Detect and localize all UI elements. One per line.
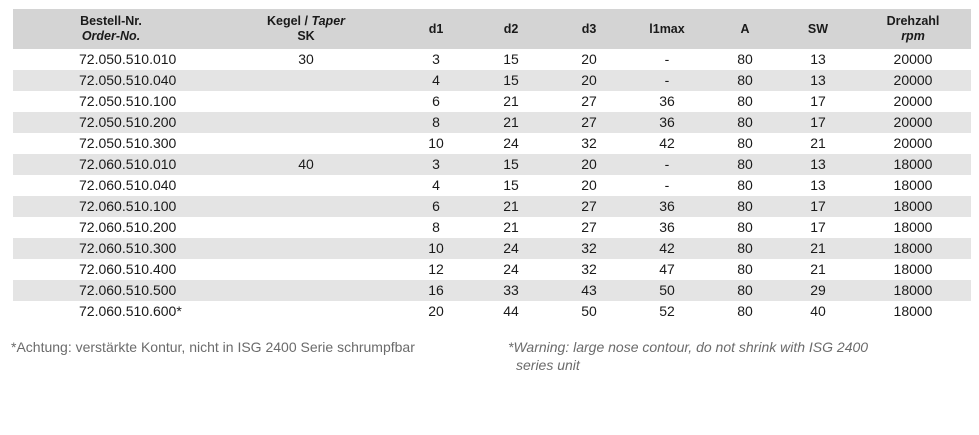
cell-order-no: 72.060.510.100	[13, 196, 209, 217]
cell-d2: 15	[469, 175, 553, 196]
cell-sw: 21	[781, 259, 855, 280]
cell-sw: 40	[781, 301, 855, 322]
cell-l1max: -	[625, 49, 709, 70]
cell-taper	[209, 238, 403, 259]
cell-d2: 21	[469, 91, 553, 112]
cell-sw: 17	[781, 196, 855, 217]
header-speed-de: Drehzahl	[886, 14, 940, 28]
cell-l1max: -	[625, 70, 709, 91]
header-sw: SW	[781, 9, 855, 49]
cell-d1: 3	[403, 49, 469, 70]
table-row	[13, 238, 971, 259]
cell-d1: 3	[403, 154, 469, 175]
cell-order-no: 72.060.510.010	[13, 154, 209, 175]
header-taper-de: Kegel /	[266, 14, 312, 28]
table-row	[13, 154, 971, 175]
cell-a: 80	[709, 154, 781, 175]
cell-order-no: 72.060.510.200	[13, 217, 209, 238]
cell-d1: 8	[403, 112, 469, 133]
cell-d3: 20	[553, 154, 625, 175]
cell-l1max: 50	[625, 280, 709, 301]
table-row	[13, 49, 971, 70]
header-order-de: Bestell-Nr.	[80, 14, 142, 28]
cell-speed: 20000	[855, 112, 971, 133]
cell-d1: 10	[403, 238, 469, 259]
cell-a: 80	[709, 259, 781, 280]
footnote-english	[508, 338, 948, 374]
cell-l1max: -	[625, 175, 709, 196]
cell-speed: 18000	[855, 259, 971, 280]
cell-speed: 18000	[855, 280, 971, 301]
cell-taper	[209, 280, 403, 301]
cell-d3: 32	[553, 133, 625, 154]
cell-taper	[209, 196, 403, 217]
cell-sw: 29	[781, 280, 855, 301]
cell-taper	[209, 217, 403, 238]
cell-d2: 24	[469, 259, 553, 280]
cell-d1: 16	[403, 280, 469, 301]
table-row	[13, 280, 971, 301]
cell-taper	[209, 133, 403, 154]
cell-speed: 18000	[855, 301, 971, 322]
cell-d2: 21	[469, 196, 553, 217]
cell-l1max: 52	[625, 301, 709, 322]
cell-taper	[209, 301, 403, 322]
cell-sw: 13	[781, 49, 855, 70]
cell-sw: 13	[781, 154, 855, 175]
cell-d2: 15	[469, 49, 553, 70]
cell-taper: 40	[209, 154, 403, 175]
cell-d2: 15	[469, 70, 553, 91]
cell-sw: 17	[781, 91, 855, 112]
table-row	[13, 217, 971, 238]
table-row	[13, 196, 971, 217]
cell-d1: 20	[403, 301, 469, 322]
cell-speed: 20000	[855, 70, 971, 91]
cell-order-no: 72.050.510.100	[13, 91, 209, 112]
cell-order-no: 72.060.510.600*	[13, 301, 209, 322]
cell-order-no: 72.050.510.040	[13, 70, 209, 91]
cell-sw: 21	[781, 238, 855, 259]
cell-speed: 18000	[855, 175, 971, 196]
footnote-german: *Achtung: verstärkte Kontur, nicht in ISG 2400 Serie schrumpfbar	[11, 339, 415, 355]
cell-d1: 6	[403, 91, 469, 112]
header-order-no	[13, 9, 209, 49]
cell-a: 80	[709, 49, 781, 70]
cell-d3: 32	[553, 259, 625, 280]
cell-a: 80	[709, 70, 781, 91]
header-speed	[855, 9, 971, 49]
header-d3: d3	[553, 9, 625, 49]
table-row	[13, 175, 971, 196]
cell-d3: 27	[553, 91, 625, 112]
table-row	[13, 91, 971, 112]
cell-d2: 44	[469, 301, 553, 322]
cell-d3: 50	[553, 301, 625, 322]
cell-speed: 20000	[855, 133, 971, 154]
header-a: A	[709, 9, 781, 49]
cell-sw: 17	[781, 217, 855, 238]
cell-l1max: -	[625, 154, 709, 175]
cell-sw: 17	[781, 112, 855, 133]
cell-a: 80	[709, 112, 781, 133]
footnote-english-line1: *Warning: large nose contour, do not shrink with ISG 2400	[508, 339, 869, 355]
cell-d3: 32	[553, 238, 625, 259]
cell-a: 80	[709, 280, 781, 301]
cell-order-no: 72.050.510.300	[13, 133, 209, 154]
cell-taper	[209, 112, 403, 133]
cell-order-no: 72.060.510.300	[13, 238, 209, 259]
cell-sw: 13	[781, 175, 855, 196]
cell-speed: 20000	[855, 91, 971, 112]
cell-a: 80	[709, 175, 781, 196]
cell-speed: 18000	[855, 238, 971, 259]
cell-d2: 24	[469, 133, 553, 154]
footnote-english-line2: series unit	[516, 357, 580, 373]
cell-l1max: 36	[625, 217, 709, 238]
cell-d3: 27	[553, 112, 625, 133]
header-speed-en: rpm	[901, 29, 925, 43]
header-taper-en: Taper	[311, 14, 346, 28]
cell-taper	[209, 259, 403, 280]
cell-l1max: 42	[625, 133, 709, 154]
cell-d3: 20	[553, 175, 625, 196]
table-row	[13, 112, 971, 133]
cell-order-no: 72.060.510.500	[13, 280, 209, 301]
cell-order-no: 72.050.510.010	[13, 49, 209, 70]
cell-order-no: 72.050.510.200	[13, 112, 209, 133]
cell-speed: 18000	[855, 154, 971, 175]
cell-order-no: 72.060.510.400	[13, 259, 209, 280]
cell-a: 80	[709, 217, 781, 238]
cell-speed: 18000	[855, 196, 971, 217]
table-body	[13, 49, 971, 322]
cell-order-no: 72.060.510.040	[13, 175, 209, 196]
header-d1: d1	[403, 9, 469, 49]
cell-d3: 20	[553, 49, 625, 70]
cell-l1max: 36	[625, 196, 709, 217]
cell-d3: 27	[553, 196, 625, 217]
cell-d3: 43	[553, 280, 625, 301]
cell-d3: 20	[553, 70, 625, 91]
cell-d2: 21	[469, 217, 553, 238]
cell-taper: 30	[209, 49, 403, 70]
table-row	[13, 301, 971, 322]
cell-d3: 27	[553, 217, 625, 238]
cell-d1: 6	[403, 196, 469, 217]
table-row	[13, 133, 971, 154]
cell-l1max: 47	[625, 259, 709, 280]
header-taper-sk: SK	[297, 29, 315, 43]
header-l1max: l1max	[625, 9, 709, 49]
cell-speed: 18000	[855, 217, 971, 238]
cell-a: 80	[709, 133, 781, 154]
cell-a: 80	[709, 301, 781, 322]
cell-d2: 15	[469, 154, 553, 175]
header-order-en: Order-No.	[81, 29, 141, 43]
cell-sw: 13	[781, 70, 855, 91]
cell-a: 80	[709, 196, 781, 217]
cell-l1max: 42	[625, 238, 709, 259]
table-row	[13, 70, 971, 91]
cell-taper	[209, 91, 403, 112]
cell-a: 80	[709, 238, 781, 259]
cell-d1: 12	[403, 259, 469, 280]
cell-speed: 20000	[855, 49, 971, 70]
cell-a: 80	[709, 91, 781, 112]
cell-d2: 33	[469, 280, 553, 301]
header-taper	[209, 9, 403, 49]
cell-d1: 8	[403, 217, 469, 238]
cell-d1: 10	[403, 133, 469, 154]
header-row	[13, 9, 971, 49]
cell-d1: 4	[403, 70, 469, 91]
spec-table	[13, 9, 971, 322]
header-d2: d2	[469, 9, 553, 49]
cell-sw: 21	[781, 133, 855, 154]
cell-d2: 21	[469, 112, 553, 133]
cell-d1: 4	[403, 175, 469, 196]
table-row	[13, 259, 971, 280]
cell-d2: 24	[469, 238, 553, 259]
cell-l1max: 36	[625, 91, 709, 112]
cell-l1max: 36	[625, 112, 709, 133]
cell-taper	[209, 70, 403, 91]
cell-taper	[209, 175, 403, 196]
